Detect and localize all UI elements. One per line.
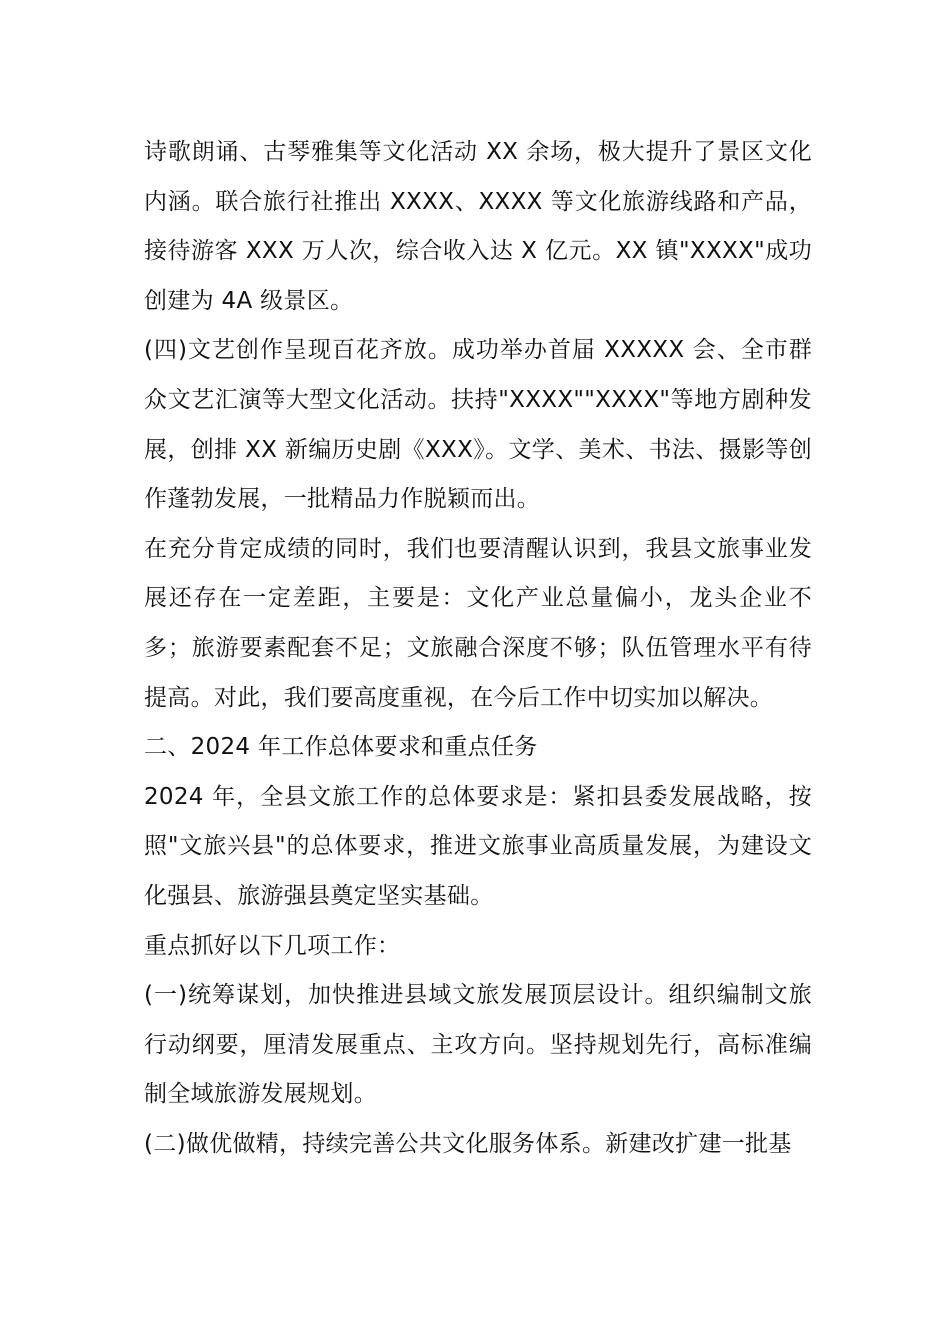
paragraph-key-work-intro: 重点抓好以下几项工作： (144, 932, 401, 959)
paragraph-shortcomings: 在充分肯定成绩的同时，我们也要清醒认识到，我县文旅事业发展还存在一定差距，主要是：文化产业总量偏小，龙头企业不多；旅游要素配套不足；文旅融合深度不够；队伍管理水平有待提高。对此，我们要高度重视，在今后工作中切实加以解决。 (144, 535, 812, 711)
document-body (144, 128, 812, 1169)
section-heading-2024-tasks: 二、2024 年工作总体要求和重点任务 (144, 734, 538, 761)
paragraph-arts-creation: (四)文艺创作呈现百花齐放。成功举办首届 XXXXX 会、全市群众文艺汇演等大型文化活动。扶持"XXXX""XXXX"等地方剧种发展，创排 XX 新编历史剧《XXX》。文学、美术、书法、摄影等创作蓬勃发展，一批精品力作脱颖而出。 (144, 337, 812, 513)
paragraph-overall-requirements: 2024 年，全县文旅工作的总体要求是：紧扣县委发展战略，按照"文旅兴县"的总体要求，推进文旅事业高质量发展，为建设文化强县、旅游强县奠定坚实基础。 (144, 783, 812, 909)
paragraph-task-public-culture: (二)做优做精，持续完善公共文化服务体系。新建改扩建一批基 (144, 1130, 792, 1157)
paragraph-tourism-results: 诗歌朗诵、古琴雅集等文化活动 XX 余场，极大提升了景区文化内涵。联合旅行社推出 XXXX、XXXX 等文化旅游线路和产品，接待游客 XXX 万人次，综合收入达 X 亿元。XX 镇"XXXX"成功创建为 4A 级景区。 (144, 139, 812, 314)
paragraph-task-planning: (一)统筹谋划，加快推进县域文旅发展顶层设计。组织编制文旅行动纲要，厘清发展重点、主攻方向。坚持规划先行，高标准编制全域旅游发展规划。 (144, 982, 812, 1108)
